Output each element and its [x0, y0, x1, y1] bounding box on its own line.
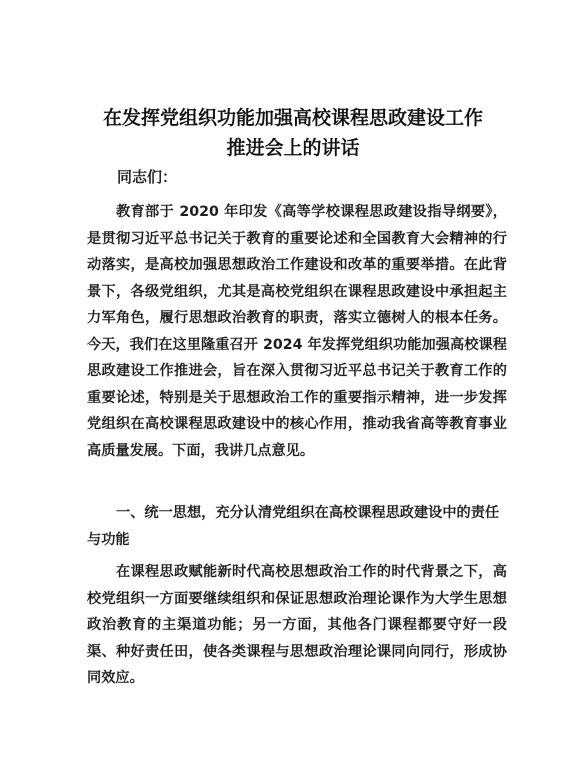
document-title-line-2: 推进会上的讲话 — [226, 137, 360, 159]
body-paragraph-1: 教育部于 2020 年印发《高等学校课程思政建设指导纲要》，是贯彻习近平总书记关于教育的重要论述和全国教育大会精神的行动落实，是高校加强思想政治工作建设和改革的重要举措。在此背景下，各级党组织，尤其是高校党组织在课程思政建设中承担起主力军角色，履行思想政治教育的职责，落实立德树人的根本任务。今天，我们在这里隆重召开 2024 年发挥党组织功能加强高校课程思政建设工作推进会，旨在深入贯彻习近平总书记关于教育工作的重要论述，特别是关于思想政治工作的重要指示精神，进一步发挥党组织在高校课程思政建设中的核心作用，推动我省高等教育事业高质量发展。下面，我讲几点意见。 — [87, 204, 507, 459]
body-paragraph-2: 在课程思政赋能新时代高校思想政治工作的时代背景之下，高校党组织一方面要继续组织和保证思想政治理论课作为大学生思想政治教育的主渠道功能；另一方面，其他各门课程都要守好一段渠、种好责任田，使各类课程与思想政治理论课同向同行，形成协同效应。 — [87, 564, 507, 686]
salutation: 同志们： — [117, 168, 178, 186]
document-title-line-1: 在发挥党组织功能加强高校课程思政建设工作 — [102, 107, 483, 129]
section-heading-1: 一、统一思想，充分认清党组织在高校课程思政建设中的责任与功能 — [87, 505, 500, 548]
